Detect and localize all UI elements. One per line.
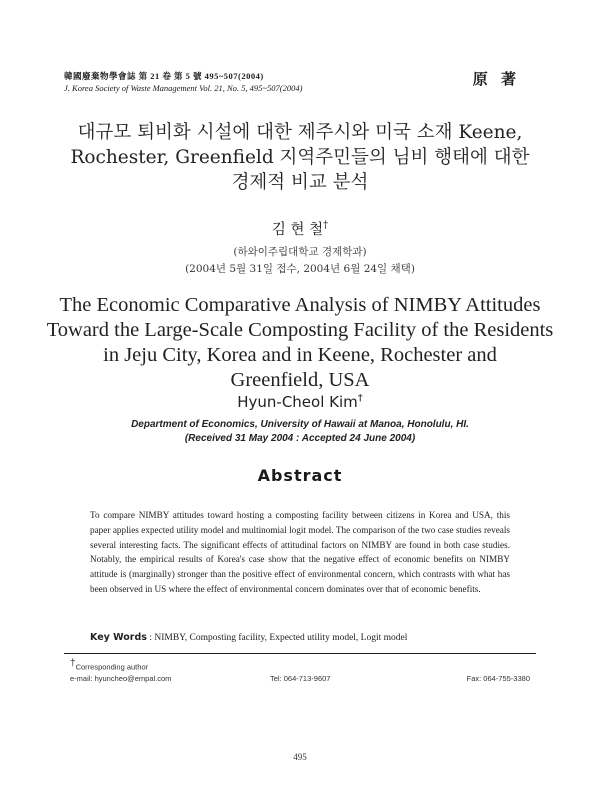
journal-name-english: J. Korea Society of Waste Management Vol. 21, No. 5, 495~507(2004) (64, 83, 303, 93)
korean-author-name: 김 현 철 (271, 222, 324, 238)
english-affiliation: Department of Economics, University of Hawaii at Manoa, Honolulu, HI. (131, 419, 469, 430)
english-affiliation-block (0, 418, 600, 446)
english-title-line: in Jeju City, Korea and in Keene, Rochester and (103, 344, 497, 366)
footnote-dagger: † (70, 658, 76, 669)
english-author (0, 393, 600, 411)
korean-title-line: Rochester, Greenfield 지역주민들의 님비 행태에 대한 (70, 147, 530, 168)
english-title-line: Toward the Large-Scale Composting Facility of the Residents (46, 319, 554, 341)
korean-author-dagger: † (323, 220, 329, 232)
english-author-name: Hyun-Cheol Kim (237, 393, 358, 411)
keywords-label: Key Words (90, 632, 147, 643)
korean-author (0, 218, 600, 239)
article-type-badge: 原 著 (472, 70, 520, 88)
keywords (90, 632, 407, 643)
abstract-heading: Abstract (257, 466, 343, 485)
footnote-divider (64, 653, 536, 654)
footnote-tel: Tel: 064-713-9607 (270, 673, 331, 683)
page-number: 495 (293, 752, 307, 762)
abstract-body: To compare NIMBY attitudes toward hosting a composting facility between citizens in Korea and USA, this paper applies expected utility model and multinomial logit model. The comparison of the two case studies reveals several interesting facts. The significant effects of attitudinal factors on NIMBY are found in both case studies. Notably, the empirical results of Korea's case show that the negative effect of economic benefits on NIMBY attitude is (marginally) stronger than the positive effect of environmental concern, which contrasts with what has been observed in US where the effect of environmental concern dominates over that of economic benefits. (90, 510, 510, 594)
korean-title (0, 120, 600, 195)
keywords-text: : NIMBY, Composting facility, Expected utility model, Logit model (149, 633, 408, 643)
english-title-line: Greenfield, USA (230, 369, 370, 391)
korean-affiliation: (하와이주립대학교 경제학과) (233, 246, 367, 258)
korean-title-line: 대규모 퇴비화 시설에 대한 제주시와 미국 소재 Keene, (77, 122, 523, 143)
english-author-dagger: † (357, 393, 363, 404)
korean-title-line: 경제적 비교 분석 (231, 172, 369, 193)
corresponding-author-label: Corresponding author (75, 662, 149, 672)
english-title-line: The Economic Comparative Analysis of NIMBY Attitudes (59, 294, 541, 316)
journal-header (64, 70, 302, 94)
english-dates: (Received 31 May 2004 : Accepted 24 June 2004) (184, 433, 416, 444)
journal-name-korean: 韓國廢棄物學會誌 第 21 卷 第 5 號 495~507(2004) (64, 71, 264, 81)
footnote-email: e-mail: hyuncheo@empal.com (70, 673, 172, 683)
korean-affiliation-block (0, 244, 600, 278)
footnote (70, 658, 530, 684)
korean-dates: (2004년 5월 31일 접수, 2004년 6월 24일 채택) (185, 263, 415, 275)
footnote-fax: Fax: 064-755-3380 (466, 673, 530, 683)
english-title (0, 293, 600, 393)
